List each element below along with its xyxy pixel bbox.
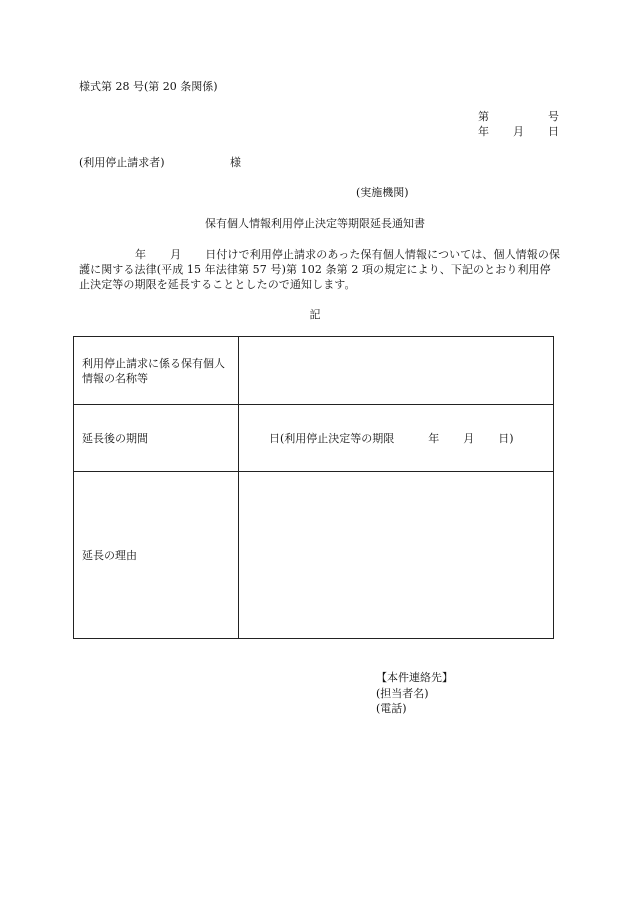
row-label-extended-period: 延長後の期間	[74, 405, 239, 472]
row-label-info-name: 利用停止請求に係る保有個人情報の名称等	[74, 337, 239, 405]
addressee-honorific: 様	[230, 156, 241, 169]
period-month: 月	[463, 431, 475, 445]
document-title: 保有個人情報利用停止決定等期限延長通知書	[205, 217, 425, 230]
issue-date-day: 日	[548, 125, 559, 138]
agency-label: (実施機関)	[356, 186, 409, 199]
doc-number-suffix: 号	[548, 110, 559, 123]
row-value-info-name	[239, 337, 554, 405]
period-prefix: 日(利用停止決定等の期限	[269, 431, 395, 445]
row-value-extended-period	[239, 405, 554, 472]
body-text: 日付けで利用停止請求のあった保有個人情報については、個人情報の保護に関する法律(平成 15 年法律第 57 号)第 102 条第 2 項の規定により、下記のとおり利用停止決定等の期限を延長することとしたので通知します。	[79, 248, 561, 291]
contact-heading: 【本件連絡先】	[376, 671, 453, 684]
ki-heading: 記	[309, 308, 321, 321]
detail-table	[73, 336, 554, 639]
body-date-month: 月	[170, 248, 182, 261]
table-row	[74, 472, 554, 639]
addressee-label: (利用停止請求者)	[79, 156, 165, 169]
issue-date-year: 年	[478, 125, 489, 138]
form-number: 様式第 28 号(第 20 条関係)	[79, 80, 218, 93]
contact-block	[376, 670, 453, 717]
body-paragraph	[79, 247, 561, 292]
table-row	[74, 405, 554, 472]
row-value-reason	[239, 472, 554, 639]
body-date-year: 年	[135, 248, 147, 261]
contact-phone: (電話)	[376, 702, 407, 715]
doc-number-prefix: 第	[478, 110, 489, 123]
period-year: 年	[428, 431, 440, 445]
row-label-reason: 延長の理由	[74, 472, 239, 639]
table-row	[74, 337, 554, 405]
issue-date-month: 月	[513, 125, 524, 138]
contact-person: (担当者名)	[376, 686, 429, 700]
period-day: 日)	[498, 431, 514, 445]
